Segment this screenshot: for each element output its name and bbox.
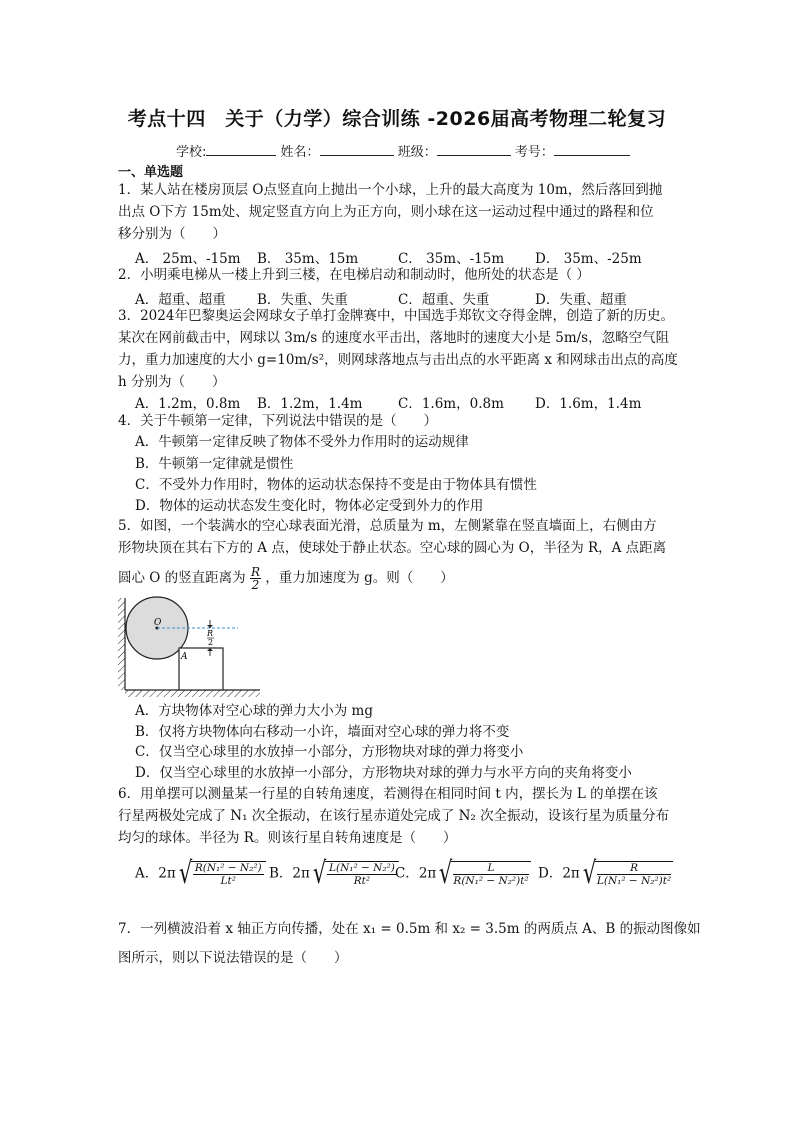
- label-a: A: [181, 652, 188, 662]
- q5-option-b[interactable]: B．仅将方块物体向右移动一小许，墙面对空心球的弹力将不变: [135, 724, 510, 740]
- exam-no-label: 考号：: [514, 145, 554, 160]
- q4-option-a[interactable]: A．牛顿第一定律反映了物体不受外力作用时的运动规律: [135, 434, 469, 450]
- q1-option-c[interactable]: C． 35m、-15m: [398, 251, 505, 267]
- q6-option-a[interactable]: [135, 856, 266, 891]
- q5-stem-line3-a: 圆心 O 的竖直距离为: [118, 570, 246, 586]
- q1-stem-line2: 出点 O下方 15m处、规定竖直方向上为正方向，则小球在这一运动过程中通过的路程和位: [118, 204, 654, 220]
- q6-option-b[interactable]: [269, 856, 399, 891]
- q2-option-d[interactable]: D．失重、超重: [535, 292, 627, 308]
- q2-option-a[interactable]: A．超重、超重: [135, 292, 226, 308]
- ground-hatch: [125, 690, 260, 697]
- q3-option-d[interactable]: D．1.6m，1.4m: [535, 396, 642, 412]
- q6-option-a-denominator: Lt²: [220, 875, 236, 887]
- q5-stem-line1: 5．如图，一个装满水的空心球表面光滑，总质量为 m，左侧紧靠在竖直墙面上，右侧由方: [118, 518, 657, 534]
- q6-option-b-label: B．2π: [269, 865, 310, 882]
- fraction-numerator: R: [250, 565, 260, 579]
- label-2: 2: [208, 638, 214, 647]
- q3-option-c[interactable]: C．1.6m，0.8m: [398, 396, 504, 412]
- q6-stem-line3: 均匀的球体。半径为 R。则该行星自转角速度是（ ）: [118, 830, 457, 846]
- q6-option-d-denominator: L(N₁² − N₂²)t²: [596, 875, 672, 887]
- q4-option-b[interactable]: B．牛顿第一定律就是惯性: [135, 456, 294, 472]
- q5-option-d[interactable]: D．仅当空心球里的水放掉一小部分，方形物块对球的弹力与水平方向的夹角将变小: [135, 765, 632, 781]
- q3-stem-line3: 力，重力加速度的大小 g=10m/s²，则网球落地点与击出点的水平距离 x 和网球击出点的高度: [118, 352, 678, 368]
- section-title: 一、单选题: [118, 165, 184, 180]
- page-title: 考点十四 关于（力学）综合训练 -2026届高考物理二轮复习: [127, 108, 667, 130]
- q6-option-c[interactable]: [395, 856, 531, 891]
- q5-figure: [118, 594, 268, 702]
- label-r: R: [207, 629, 214, 638]
- school-label: 学校:: [176, 145, 207, 160]
- q6-option-b-numerator: L(N₁² − N₂²): [329, 862, 395, 874]
- q6-stem-line2: 行星两极处完成了 N₁ 次全振动，在该行星赤道处完成了 N₂ 次全振动，设该行星为质量分布: [118, 808, 670, 824]
- sqrt-icon: √: [439, 856, 453, 891]
- wall-hatch: [118, 598, 125, 690]
- q3-stem-line2: 某次在网前截击中，网球以 3m/s 的速度水平击出，落地时的速度大小是 5m/s，忽略空气阻: [118, 330, 670, 346]
- q2-option-c[interactable]: C．超重、失重: [398, 292, 490, 308]
- fraction-denominator: 2: [251, 578, 260, 592]
- q6-option-c-denominator: R(N₁² − N₂²)t²: [453, 875, 529, 887]
- q6-option-c-numerator: L: [453, 862, 528, 875]
- label-o: O: [154, 618, 162, 628]
- name-label: 姓名：: [280, 145, 320, 160]
- q1-stem-line1: 1．某人站在楼房顶层 O点竖直向上抛出一个小球，上升的最大高度为 10m，然后落回到抛: [118, 182, 663, 198]
- q1-option-b[interactable]: B． 35m、15m: [257, 251, 359, 267]
- q3-stem-line4: h 分别为（ ）: [118, 374, 226, 390]
- q5-stem-line2: 形物块顶在其右下方的 A 点，使球处于静止状态。空心球的圆心为 O，半径为 R，A 点距离: [118, 540, 667, 556]
- r-over-2-fraction: [250, 566, 261, 591]
- q1-option-a[interactable]: A． 25m、-15m: [135, 251, 241, 267]
- q4-option-d[interactable]: D．物体的运动状态发生变化时，物体必定受到外力的作用: [135, 498, 484, 514]
- q6-option-d-numerator: R: [597, 862, 671, 875]
- q6-option-d[interactable]: [538, 856, 673, 891]
- q1-option-d[interactable]: D． 35m、-25m: [535, 251, 642, 267]
- class-label: 班级：: [397, 145, 437, 160]
- q5-stem-line3-b: ，重力加速度为 g。则（ ）: [265, 570, 454, 586]
- q3-stem-line1: 3．2024年巴黎奥运会网球女子单打金牌赛中，中国选手郑钦文夺得金牌，创造了新的历史。: [118, 308, 674, 324]
- q7-stem-line1: 7．一列横波沿着 x 轴正方向传播，处在 x₁ = 0.5m 和 x₂ = 3.5m 的两质点 A、B 的振动图像如: [118, 921, 701, 937]
- q3-option-a[interactable]: A．1.2m，0.8m: [135, 396, 241, 412]
- q6-option-a-label: A．2π: [135, 865, 176, 882]
- q6-option-b-denominator: Rt²: [353, 875, 371, 887]
- exam-no-blank[interactable]: [554, 143, 630, 156]
- student-info-line: [176, 141, 630, 160]
- q6-option-a-numerator: R(N₁² − N₂²): [194, 862, 262, 874]
- q4-option-c[interactable]: C．不受外力作用时，物体的运动状态保持不变是由于物体具有惯性: [135, 477, 537, 493]
- dim-arrowhead-top: [207, 625, 213, 628]
- q7-stem-line2: 图所示，则以下说法错误的是（ ）: [118, 950, 348, 966]
- q2-option-b[interactable]: B．失重、失重: [257, 292, 348, 308]
- school-blank[interactable]: [206, 143, 276, 156]
- class-blank[interactable]: [437, 143, 511, 156]
- q4-stem: 4．关于牛顿第一定律，下列说法中错误的是（ ）: [118, 413, 438, 429]
- q3-option-b[interactable]: B．1.2m，1.4m: [257, 396, 363, 412]
- q1-stem-line3: 移分别为（ ）: [118, 226, 226, 242]
- sqrt-icon: √: [582, 856, 597, 891]
- q2-stem: 2．小明乘电梯从一楼上升到三楼，在电梯启动和制动时，他所处的状态是（ ）: [118, 267, 590, 283]
- q6-stem-line1: 6．用单摆可以测量某一行星的自转角速度，若测得在相同时间 t 内，摆长为 L 的单摆在该: [118, 786, 658, 802]
- q6-option-d-label: D．2π: [538, 865, 580, 882]
- sqrt-icon: √: [178, 856, 192, 891]
- q5-stem-line3: [118, 566, 454, 591]
- q5-option-c[interactable]: C．仅当空心球里的水放掉一小部分，方形物块对球的弹力将变小: [135, 744, 524, 760]
- q5-option-a[interactable]: A．方块物体对空心球的弹力大小为 mg: [135, 703, 373, 719]
- q6-option-c-label: C．2π: [395, 865, 437, 882]
- ball-wall-block-diagram: [118, 594, 268, 698]
- name-blank[interactable]: [320, 143, 394, 156]
- sqrt-icon: √: [312, 856, 327, 891]
